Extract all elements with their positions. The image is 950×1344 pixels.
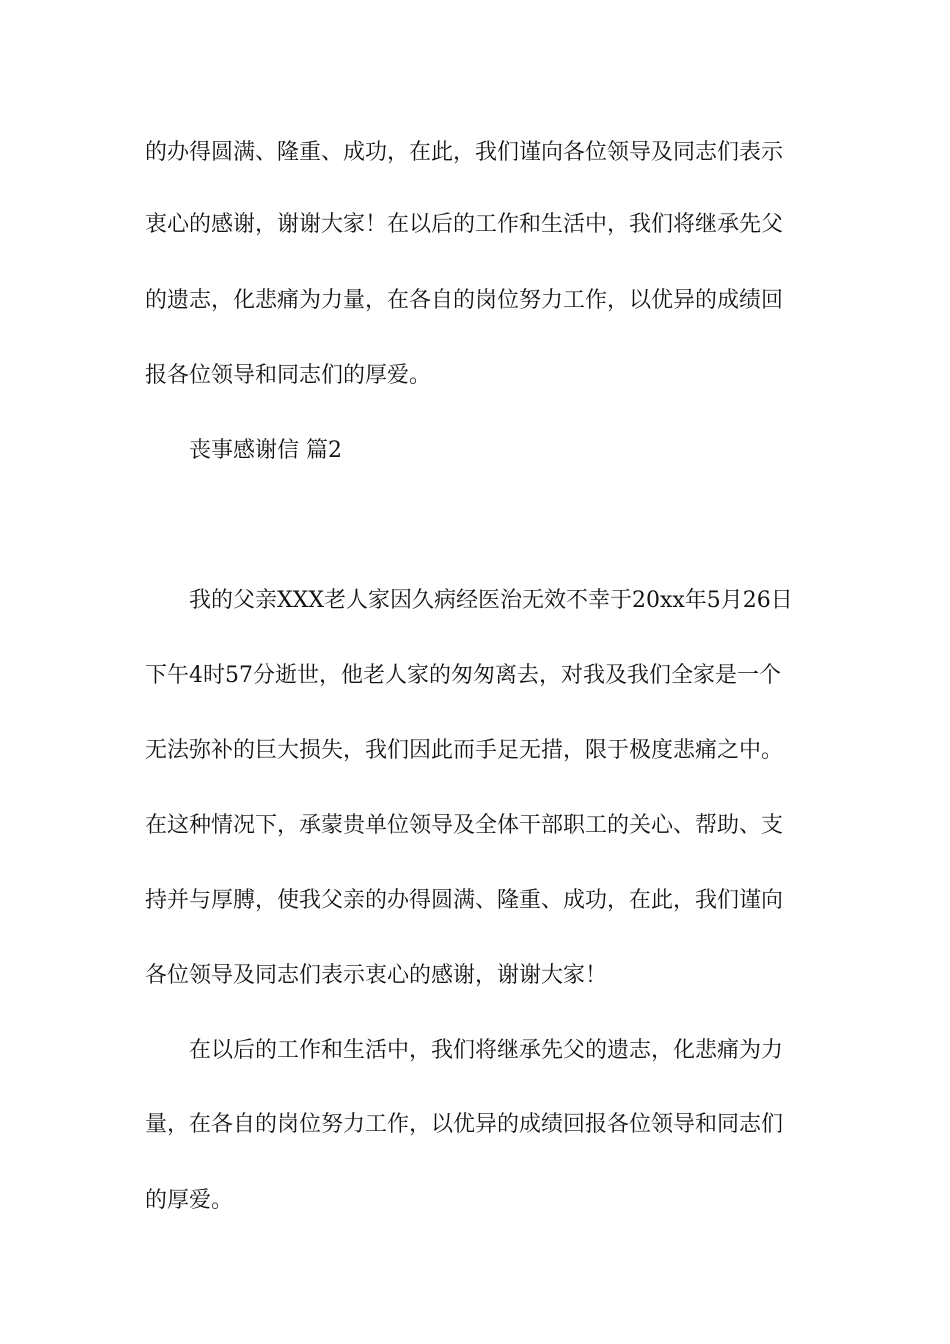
body-text-line: 量，在各自的岗位努力工作，以优异的成绩回报各位领导和同志们 [145,1112,784,1137]
body-text-line: 持并与厚膊，使我父亲的办得圆满、隆重、成功，在此，我们谨向 [145,888,784,913]
body-text-line: 各位领导及同志们表示衷心的感谢，谢谢大家！ [145,963,608,988]
body-text-line: 的遗志，化悲痛为力量，在各自的岗位努力工作，以优异的成绩回 [145,288,784,313]
body-text-line: 衷心的感谢，谢谢大家！在以后的工作和生活中，我们将继承先父 [145,212,784,237]
body-text-line: 无法弥补的巨大损失，我们因此而手足无措，限于极度悲痛之中。 [145,738,784,763]
body-text-line: 下午4时57分逝世，他老人家的匆匆离去，对我及我们全家是一个 [145,663,781,688]
body-text-line: 的办得圆满、隆重、成功，在此，我们谨向各位领导及同志们表示 [145,140,784,165]
section-heading: 丧事感谢信 篇2 [189,438,342,463]
body-text-line: 报各位领导和同志们的厚爱。 [145,363,432,388]
body-text-line: 在这种情况下，承蒙贵单位领导及全体干部职工的关心、帮助、支 [145,813,784,838]
body-text-line: 在以后的工作和生活中，我们将继承先父的遗志，化悲痛为力 [189,1038,784,1063]
body-text-line: 的厚爱。 [145,1188,234,1213]
body-text-line: 我的父亲XXX老人家因久病经医治无效不幸于20xx年5月26日 [189,588,793,613]
